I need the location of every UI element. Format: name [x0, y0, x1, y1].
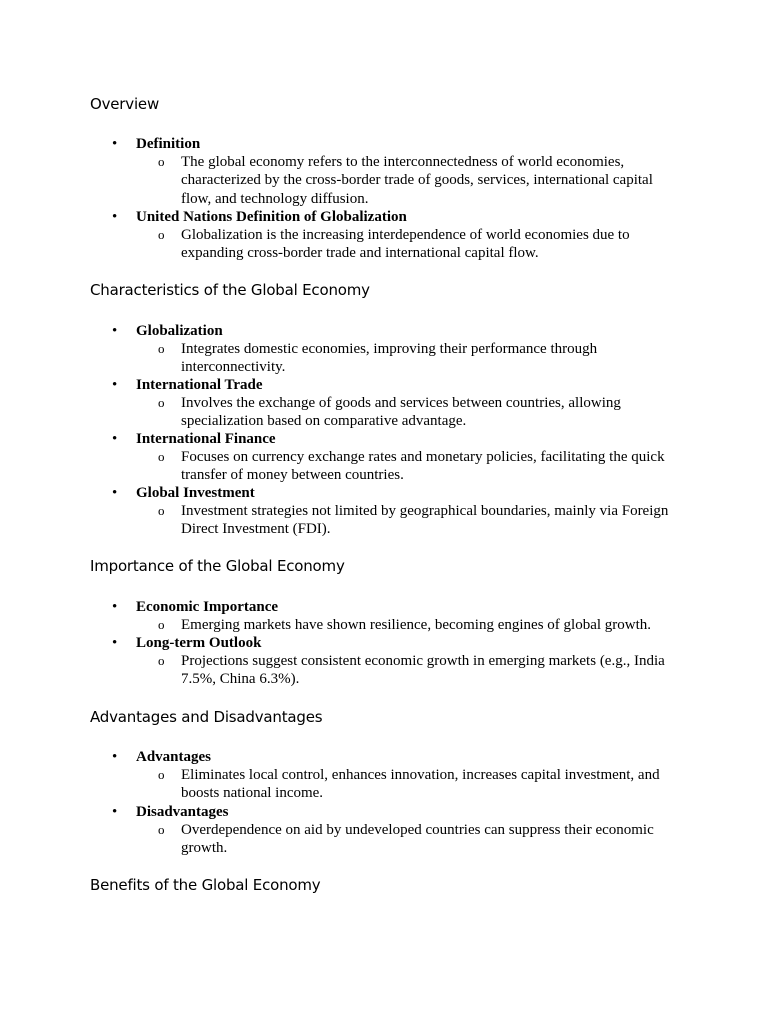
- bullet-icon: •: [112, 136, 118, 152]
- item-detail: Overdependence on aid by undeveloped countries can suppress their economic growth.: [181, 822, 654, 857]
- item-label: Globalization: [136, 323, 223, 339]
- sub-bullet-icon: o: [158, 341, 165, 356]
- bullet-icon: •: [112, 485, 118, 501]
- bullet-icon: •: [112, 749, 118, 765]
- item-detail: Eliminates local control, enhances innovation, increases capital investment, and boosts national income.: [181, 767, 660, 802]
- bullet-icon: •: [112, 599, 118, 615]
- item-detail: Globalization is the increasing interdependence of world economies due to expanding cross-border trade and international capital flow.: [181, 227, 630, 262]
- bullet-icon: •: [112, 431, 118, 447]
- item-label: Advantages: [136, 749, 212, 765]
- bullet-icon: •: [112, 635, 118, 651]
- sub-bullet-icon: o: [158, 617, 165, 632]
- bullet-icon: •: [112, 209, 118, 225]
- section-heading-overview: Overview: [90, 95, 160, 113]
- section-heading-importance: Importance of the Global Economy: [90, 557, 345, 575]
- item-label: Global Investment: [136, 485, 255, 501]
- item-label: Long-term Outlook: [136, 635, 262, 651]
- sub-bullet-icon: o: [158, 449, 165, 464]
- sub-bullet-icon: o: [158, 767, 165, 782]
- sub-bullet-icon: o: [158, 653, 165, 668]
- item-label: Disadvantages: [136, 804, 229, 820]
- item-detail: Projections suggest consistent economic growth in emerging markets (e.g., India 7.5%, China 6.3%).: [181, 653, 665, 688]
- item-label: Definition: [136, 136, 201, 152]
- item-detail: Involves the exchange of goods and services between countries, allowing specialization based on comparative advantage.: [181, 395, 621, 430]
- sub-bullet-icon: o: [158, 395, 165, 410]
- bullet-icon: •: [112, 804, 118, 820]
- item-label: United Nations Definition of Globalization: [136, 209, 407, 225]
- section-heading-advantages-disadvantages: Advantages and Disadvantages: [90, 708, 323, 726]
- sub-bullet-icon: o: [158, 154, 165, 169]
- item-label: International Finance: [136, 431, 276, 447]
- bullet-icon: •: [112, 323, 118, 339]
- bullet-icon: •: [112, 377, 118, 393]
- sub-bullet-icon: o: [158, 227, 165, 242]
- item-detail: Emerging markets have shown resilience, becoming engines of global growth.: [181, 617, 652, 633]
- item-label: Economic Importance: [136, 599, 279, 615]
- item-label: International Trade: [136, 377, 263, 393]
- item-detail: Focuses on currency exchange rates and monetary policies, facilitating the quick transfer of money between countries.: [181, 449, 665, 484]
- sub-bullet-icon: o: [158, 503, 165, 518]
- item-detail: Investment strategies not limited by geographical boundaries, mainly via Foreign Direct Investment (FDI).: [181, 503, 669, 538]
- section-heading-benefits: Benefits of the Global Economy: [90, 876, 321, 894]
- section-heading-characteristics: Characteristics of the Global Economy: [90, 281, 370, 299]
- sub-bullet-icon: o: [158, 822, 165, 837]
- item-detail: The global economy refers to the interconnectedness of world economies, characterized by the cross-border trade of goods, services, international capital flow, and technology diffusion.: [181, 154, 653, 207]
- item-detail: Integrates domestic economies, improving their performance through interconnectivity.: [181, 341, 598, 376]
